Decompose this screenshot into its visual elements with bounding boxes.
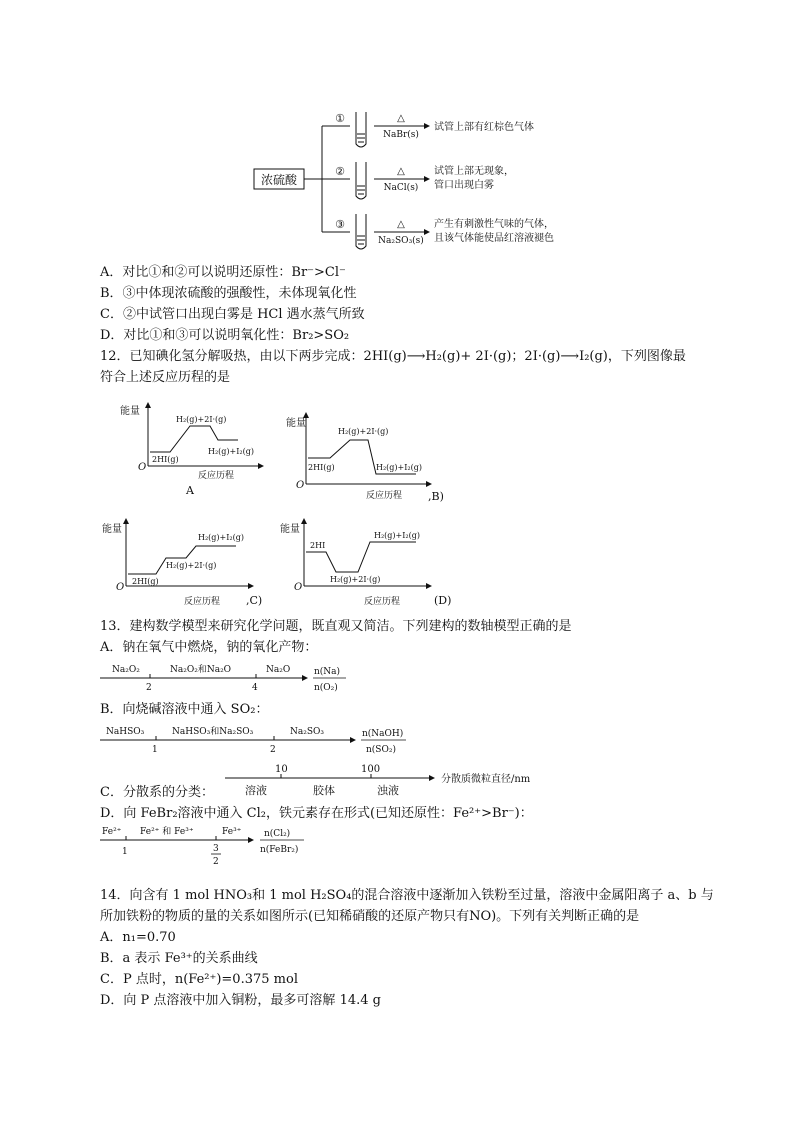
end-state: H₂(g)+I₂(g) <box>208 447 254 456</box>
solid-label-1: NaBr(s) <box>383 130 419 140</box>
heat-symbol: △ <box>397 113 405 124</box>
origin-label: O <box>294 582 303 593</box>
axis-d-seg3: Fe³⁺ <box>222 827 242 837</box>
mid-state: H₂(g)+2I·(g) <box>166 561 217 570</box>
axis-a-seg3: Na₂O <box>266 665 291 675</box>
axis-b-seg2: NaHSO₃和Na₂SO₃ <box>172 727 254 737</box>
x-axis-label: 反应历程 <box>184 597 221 607</box>
branch-num-1: ① <box>335 112 345 125</box>
origin-label: O <box>138 462 147 473</box>
q12-stem-2: 符合上述反应历程的是 <box>100 370 231 385</box>
test-tube-icon <box>356 214 366 249</box>
axis-c-tick1: 10 <box>275 764 288 775</box>
q13-axis-d <box>100 824 320 868</box>
axis-c-tick2: 100 <box>361 764 381 775</box>
q12-stem-1: 12．已知碘化氢分解吸热，由以下两步完成：2HI(g)⟶H₂(g)+ 2I·(g)；2I·(g)⟶I₂(g)，下列图像最 <box>100 349 686 364</box>
axis-d-num: n(Cl₂) <box>264 829 291 839</box>
q14-option-a: A．n₁=0.70 <box>100 930 176 945</box>
q12-graph-a <box>110 400 280 500</box>
q11-option-a: A．对比①和②可以说明还原性：Br⁻>Cl⁻ <box>100 265 346 280</box>
mid-state: H₂(g)+2I·(g) <box>330 575 381 584</box>
axis-b-seg3: Na₂SO₃ <box>290 727 325 737</box>
mid-state: H₂(g)+2I·(g) <box>338 427 389 436</box>
x-axis-label: 反应历程 <box>364 597 401 607</box>
axis-b-den: n(SO₂) <box>366 745 396 755</box>
test-tube-icon <box>356 112 366 147</box>
graph-label-d: (D) <box>434 594 452 607</box>
result-3b: 且该气体能使品红溶液褪色 <box>434 233 554 244</box>
solid-label-2: NaCl(s) <box>383 183 419 193</box>
heat-symbol: △ <box>397 166 405 177</box>
axis-d-den: n(FeBr₂) <box>260 845 299 855</box>
end-state: H₂(g)+I₂(g) <box>376 463 422 472</box>
result-1: 试管上部有红棕色气体 <box>434 122 534 133</box>
y-axis-label: 能量 <box>102 524 122 535</box>
q11-option-b: B．③中体现浓硫酸的强酸性，未体现氧化性 <box>100 286 357 301</box>
y-axis-label: 能量 <box>120 406 140 417</box>
axis-b-num: n(NaOH) <box>362 729 404 739</box>
q13-axis-b <box>100 722 420 758</box>
q13-option-a: A．钠在氧气中燃烧，钠的氧化产物： <box>100 640 318 655</box>
axis-c-seg3: 浊液 <box>377 784 399 797</box>
axis-d-seg2: Fe²⁺ 和 Fe³⁺ <box>140 827 194 837</box>
result-2a: 试管上部无现象， <box>434 166 514 177</box>
q13-stem: 13．建构数学模型来研究化学问题，既直观又简洁。下列建构的数轴模型正确的是 <box>100 619 572 634</box>
axis-c-label: 分散质微粒直径/nm <box>441 774 531 785</box>
q11-option-c: C．②中试管口出现白雾是 HCl 遇水蒸气所致 <box>100 307 365 322</box>
graph-label-b: ,B) <box>428 490 444 503</box>
start-state: 2HI(g) <box>132 577 159 586</box>
q14-option-c: C．P 点时，n(Fe²⁺)=0.375 mol <box>100 972 298 987</box>
axis-a-num: n(Na) <box>314 667 341 677</box>
end-state: H₂(g)+I₂(g) <box>374 531 420 540</box>
axis-a-tick1: 2 <box>146 683 152 693</box>
axis-c-seg1: 溶液 <box>245 784 267 797</box>
axis-a-den: n(O₂) <box>314 683 338 693</box>
q12-graph-c <box>100 518 280 610</box>
axis-c-seg2: 胶体 <box>313 784 335 797</box>
x-axis-label: 反应历程 <box>198 471 235 481</box>
solid-label-3: Na₂SO₃(s) <box>378 236 424 246</box>
result-2b: 管口出现白雾 <box>434 180 494 191</box>
q13-option-c: C．分散系的分类： <box>100 785 214 800</box>
start-state: 2HI(g) <box>152 455 179 464</box>
graph-label-c: ,C) <box>246 594 263 607</box>
q14-option-b: B．a 表示 Fe³⁺的关系曲线 <box>100 951 258 966</box>
q14-stem-1: 14．向含有 1 mol HNO₃和 1 mol H₂SO₄的混合溶液中逐渐加入铁粉至过量，溶液中金属阳离子 a、b 与 <box>100 888 714 903</box>
q14-option-d: D．向 P 点溶液中加入铜粉，最多可溶解 14.4 g <box>100 993 381 1008</box>
axis-d-tick1: 1 <box>122 847 128 857</box>
axis-a-seg1: Na₂O₂ <box>112 665 140 675</box>
branch-num-3: ③ <box>335 218 345 231</box>
axis-b-tick2: 2 <box>270 745 276 755</box>
q13-axis-c <box>225 760 585 800</box>
y-axis-label: 能量 <box>286 418 306 429</box>
test-tube-icon <box>356 162 366 199</box>
axis-a-seg2: Na₂O₂和Na₂O <box>170 665 232 675</box>
axis-d-tick2-den: 2 <box>213 857 219 867</box>
q14-stem-2: 所加铁粉的物质的量的关系如图所示(已知稀硝酸的还原产物只有NO)。下列有关判断正确的是 <box>100 909 640 924</box>
heat-symbol: △ <box>397 219 405 230</box>
axis-a-tick2: 4 <box>252 683 258 693</box>
origin-label: O <box>116 582 125 593</box>
axis-d-seg1: Fe²⁺ <box>102 827 122 837</box>
q13-option-d: D．向 FeBr₂溶液中通入 Cl₂，铁元素存在形式(已知还原性：Fe²⁺>Br⁻)： <box>100 806 533 821</box>
axis-b-tick1: 1 <box>152 745 158 755</box>
y-axis-label: 能量 <box>280 524 300 535</box>
result-3a: 产生有刺激性气味的气体， <box>434 219 554 230</box>
q11-option-d: D．对比①和③可以说明氧化性：Br₂>SO₂ <box>100 328 350 343</box>
q13-option-b: B．向烧碱溶液中通入 SO₂： <box>100 702 269 717</box>
origin-label: O <box>296 480 305 491</box>
graph-label-a: A <box>186 484 194 497</box>
q12-graph-d <box>278 518 478 610</box>
axis-b-seg1: NaHSO₃ <box>106 727 145 737</box>
start-state: 2HI(g) <box>308 463 335 472</box>
start-state: 2HI <box>310 541 326 550</box>
mid-state: H₂(g)+2I·(g) <box>176 415 227 424</box>
x-axis-label: 反应历程 <box>366 491 403 501</box>
branch-num-2: ② <box>335 165 345 178</box>
axis-d-tick2-num: 3 <box>213 844 219 854</box>
q12-graph-b <box>278 412 478 507</box>
end-state: H₂(g)+I₂(g) <box>198 533 244 542</box>
q11-diagram <box>250 108 590 258</box>
reagent-label: 浓硫酸 <box>260 173 298 187</box>
q13-axis-a <box>100 660 360 696</box>
